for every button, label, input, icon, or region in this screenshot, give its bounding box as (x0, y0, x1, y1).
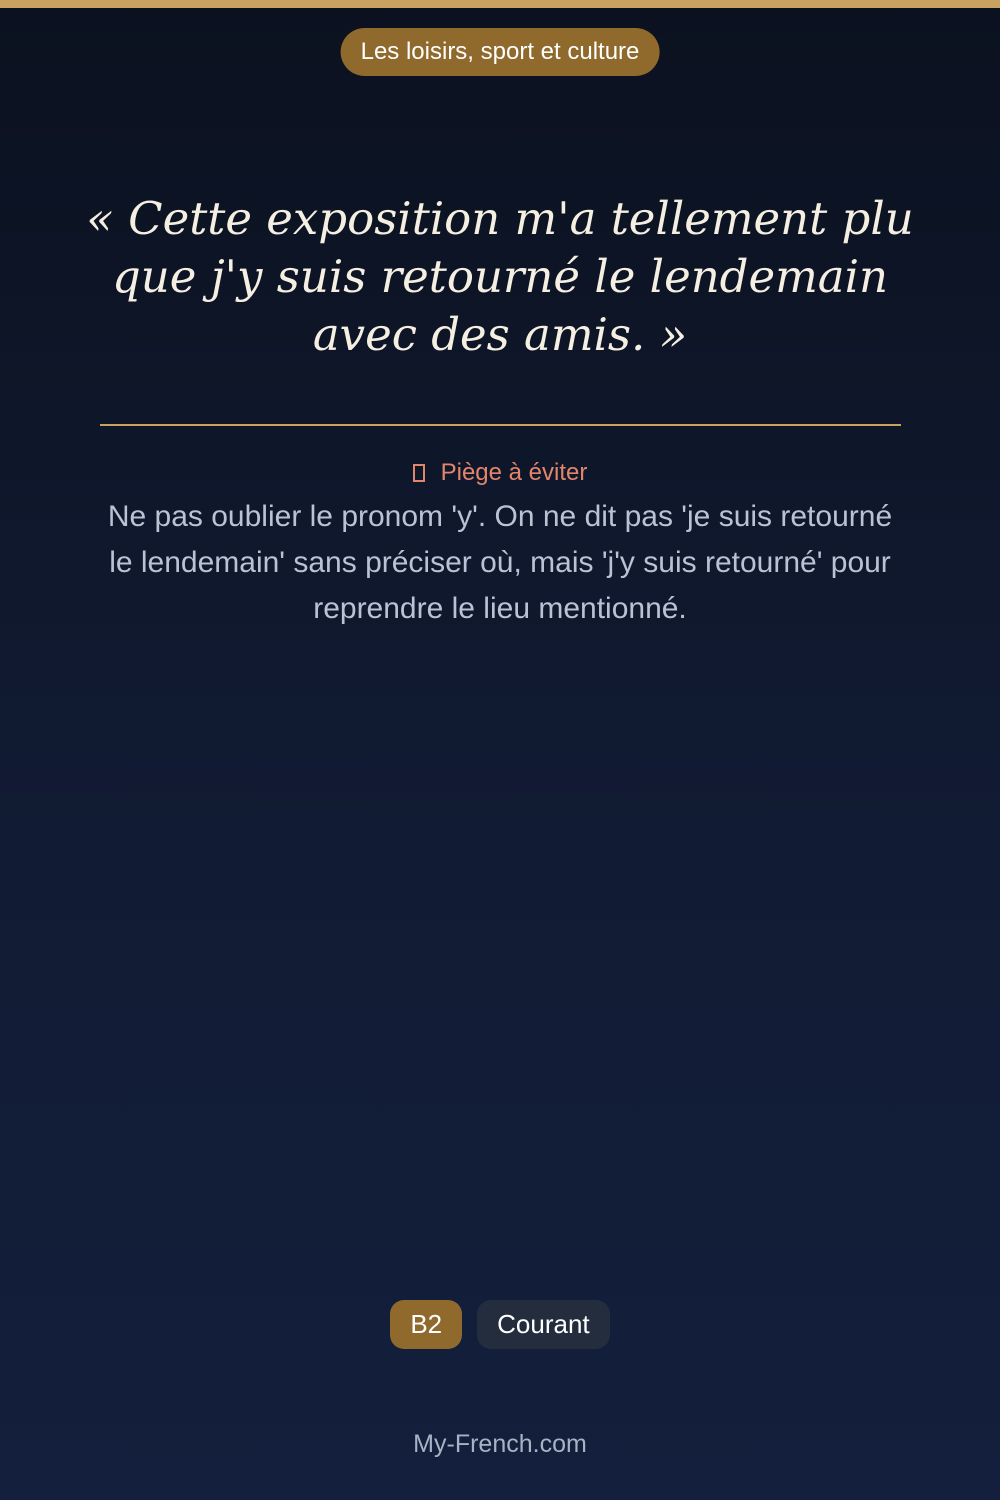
tag-group (0, 1300, 1000, 1349)
pitfall-explanation: Ne pas oublier le pronom 'y'. On ne dit pas 'je suis retourné le lendemain' sans préciser où, mais 'j'y suis retourné' pour reprendre le lieu mentionné. (107, 500, 893, 625)
level-badge: B2 (390, 1300, 462, 1349)
example-sentence-quote: « Cette exposition m'a tellement plu que j'y suis retourné le lendemain avec des amis. » (86, 192, 914, 361)
warning-icon (413, 464, 425, 482)
top-accent-bar (0, 0, 1000, 8)
section-divider (100, 424, 901, 426)
site-footer-link: My-French.com (413, 1430, 587, 1458)
register-badge: Courant (477, 1300, 610, 1349)
pitfall-heading (0, 458, 1000, 488)
pitfall-title: Piège à éviter (440, 459, 588, 486)
category-badge: Les loisirs, sport et culture (341, 28, 660, 76)
